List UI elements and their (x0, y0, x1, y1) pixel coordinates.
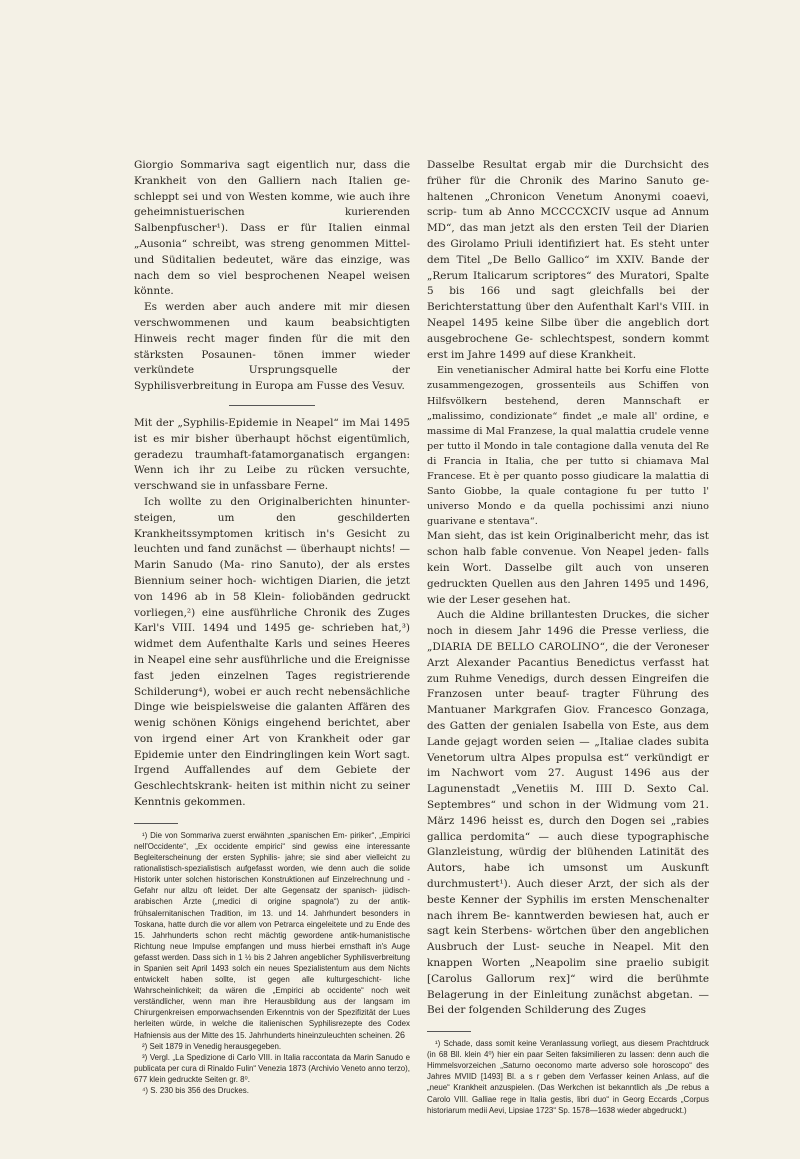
block-quote: Ein venetianischer Admiral hatte bei Korfu eine Flotte zusammengezogen, grossenteils aus Schiffen von Hilfsvölkern bestehend, deren Mannschaft er „malissimo, condizionate“ findet „e male all' ordine, e massime di Mal Franzese, la qual malattia crudele venne per tutto il Mondo in tale contagione dalla venuta del Re di Francia in Italia, che per tutto si chiamava Mal Francese. Et è per quanto posso giudicare la malattia di Santo Giobbe, la quale contagione fu per tutto l' universo Mondo e da quella pochissimi anzi niuno guarivane e stentava“. (427, 365, 709, 528)
footnote: ⁴) S. 230 bis 356 des Druckes. (142, 1086, 249, 1096)
body-paragraph: Man sieht, das ist kein Originalbericht mehr, das ist schon halb fable convenue. Von Neapel jeden- falls kein Wort. Dasselbe gilt auch von unseren gedruckten Quellen aus den Jahren 1495 und 1496, wie der Leser gesehen hat. (427, 530, 709, 606)
body-paragraph: Es werden aber auch andere mit mir diesen verschwommenen und kaum beabsichtigten Hinweis recht mager finden für die mit den stärksten Posaunen- tönen immer wieder verkündete Ursprungsquelle der Syphilisverbreitung in Europa am Fusse des Vesuv. (134, 301, 410, 393)
footnote: ¹) Die von Sommariva zuerst erwähnten „spanischen Em- piriker“, „Empirici nell'Occidente“, „Ex occidente empirici“ sind gewiss eine interessante Begleiterscheinung der ersten Syphilis- jahre; sie sind aber vielleicht zu rationalistisch-spezialistisch aufgefasst worden, wie denn auch die solide Historik unter solchen historischen Konstruktionen auf Einzelrechnung und -Gefahr nur allzu oft leidet. Der alte Gegensatz der spanisch- jüdisch-arabischen Ärzte („medici di origine spagnola“) zu der antik-frühsalernitanischen Tradition, im 13. und 14. Jahrhundert besonders in Toskana, hatte durch die vor allem von Petrarca eingeleitete und zu Ende des 15. Jahrhunderts schon recht mächtig gewordene antik-humanistische Richtung neue Impulse empfangen und muss hierbei ernsthaft in's Auge gefasst werden. Dass sich in 1 ½ bis 2 Jahren angeblicher Syphilisverbreitung in Spanien seit April 1493 solch ein neues Spezialistentum aus dem Nichts entwickelt haben sollte, ist gegen alle kulturgeschicht- liche Wahrscheinlichkeit; da wären die „Empirici ab occidente“ noch weit verständlicher, wenn man ihre Herausbildung aus der langsam im Chirurgenkreisen emporwachsenden Erkenntnis von der Spezifizität der Lues herleiten würde, in welche die italienischen Syphilisrezepte des Codex Hafniensis aus der Mitte des 15. Jahrhunderts hineinzuleuchten scheinen. (134, 830, 410, 1040)
page-number: 26 (394, 1030, 405, 1040)
body-paragraph: Giorgio Sommariva sagt eigentlich nur, dass die Krankheit von den Galliern nach Italien ge- schleppt sei und von Westen komme, wie auch ihre geheimnistuerischen kurierenden Salbenpfuscher¹). Dass er für Italien einmal „Ausonia“ schreibt, was streng genommen Mittel- und Süditalien bedeutet, wäre das einzige, was nach dem so viel besprochenen Neapel weisen könnte. (134, 159, 410, 298)
section-divider (229, 405, 315, 406)
footnote: ³) Vergl. „La Spedizione di Carlo VIII. in Italia raccontata da Marin Sanudo e publicata per cura di Rinaldo Fulin“ Venezia 1873 (Archivio Veneto anno terzo), 677 klein gedruckte Seiten gr. 8⁰. (134, 1052, 410, 1084)
footnote-divider (134, 823, 178, 824)
footnote: ²) Seit 1879 in Venedig herausgegeben. (142, 1041, 282, 1051)
footnote: ¹) Schade, dass somit keine Veranlassung vorliegt, aus diesem Prachtdruck (in 68 Bll. klein 4⁰) hier ein paar Seiten faksimilieren zu lassen: denn auch die Himmelsvorzeichen „Saturno oeconomo marte adverso sole horoscopo“ des Jahres MVIID [1493] Bl. a s r geben dem Verfasser keinen Anlass, auf die „neue“ Krankheit anzuspielen. (Das Werkchen ist bekanntlich als „De rebus a Carolo VIII. Galliae rege in Italia gestis, libri duo“ in Georg Eccards „Corpus historiarum medii Aevi, Lipsiae 1723“ Sp. 1578—1638 wieder abgedruckt.) (427, 1039, 709, 1115)
body-paragraph: Dasselbe Resultat ergab mir die Durchsicht des früher für die Chronik des Marino Sanuto ge- haltenen „Chronicon Venetum Anonymi coaevi, scrip- tum ab Anno MCCCCXCIV usque ad Annum MD“, das man jetzt als den ersten Teil der Diarien des Girolamo Priuli identifiziert hat. Es steht unter dem Titel „De Bello Gallico“ im XXIV. Bande der „Rerum Italicarum scriptores“ des Muratori, Spalte 5 bis 166 und sagt gleichfalls bei der Berichterstattung über den Aufenthalt Karl's VIII. in Neapel 1495 keine Silbe über die angeblich dort ausgebrochene Ge- schlechtspest, sondern kommt erst im Jahre 1499 auf diese Krankheit. (427, 159, 709, 361)
body-paragraph: Ich wollte zu den Originalberichten hinunter- steigen, um den geschilderten Krankheitssymptomen kritisch in's Gesicht zu leuchten und fand zunächst — überhaupt nichts! — Marin Sanudo (Ma- rino Sanuto), der als erstes Biennium seiner hoch- wichtigen Diarien, die jetzt von 1496 ab in 58 Klein- foliobänden gedruckt vorliegen,²) eine ausführliche Chronik des Zuges Karl's VIII. 1494 und 1495 ge- schrieben hat,³) widmet dem Aufenthalte Karls und seines Heeres in Neapel eine sehr ausführliche und die Ereignisse fast jeden einzelnen Tages registrierende Schilderung⁴), wobei er auch recht nebensächliche Dinge wie beispielsweise die galanten Affären des wenig schönen Königs eingehend berichtet, aber von irgend einer Art von Krankheit oder gar Epidemie unter den Eindringlingen kein Wort sagt. Irgend Auffallendes auf dem Gebiete der Geschlechtskrank- heiten ist mithin nicht zu seiner Kenntnis gekommen. (134, 495, 410, 809)
right-column (427, 158, 709, 1116)
left-column (134, 158, 410, 1096)
body-paragraph: Auch die Aldine brillantesten Druckes, die sicher noch in diesem Jahr 1496 die Presse verliess, die „DIARIA DE BELLO CAROLINO“, die der Veroneser Arzt Alexander Pacantius Benedictus verfasst hat zum Ruhme Venedigs, durch dessen Eingreifen die Franzosen unter beauf- tragter Führung des Mantuaner Markgrafen Giov. Francesco Gonzaga, des Gatten der genialen Isabella von Este, aus dem Lande gejagt worden seien — „Italiae clades subita Venetorum ultra Alpes propulsa est“ verkündigt er im Nachwort vom 27. August 1496 aus der Lagunenstadt „Venetiis M. IIII D. Sexto Cal. Septembres“ und schon in der Widmung vom 21. März 1496 heisst es, durch den Dogen sei „rabies gallica perdomita“ — auch diese typographische Glanzleistung, würdig der blühenden Latinität des Autors, habe ich umsonst um Auskunft durchmustert¹). Auch dieser Arzt, der sich als der beste Kenner der Syphilis im ersten Menschenalter nach ihrem Be- kanntwerden bewiesen hat, auch er sagt kein Sterbens- wörtchen über den angeblichen Ausbruch der Lust- seuche in Neapel. Mit den knappen Worten „Neapolim sine praelio subigit [Carolus Gallorum rex]“ wird die berühmte Belagerung in der Einleitung zunächst abgetan. — Bei der folgenden Schilderung des Zuges (427, 609, 709, 1017)
body-paragraph: Mit der „Syphilis-Epidemie in Neapel“ im Mai 1495 ist es mir bisher überhaupt höchst eigentümlich, geradezu traumhaft-fatamorganatisch ergangen: Wenn ich ihr zu Leibe zu rücken versuchte, verschwand sie in unfassbare Ferne. (134, 416, 410, 493)
footnote-divider (427, 1031, 471, 1032)
